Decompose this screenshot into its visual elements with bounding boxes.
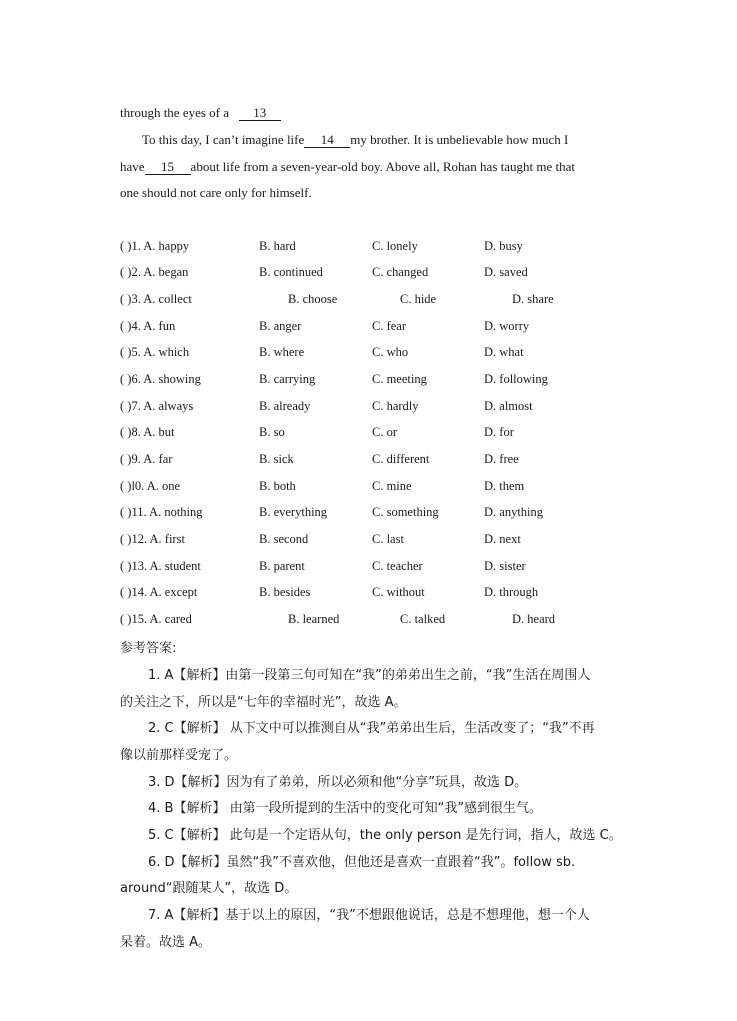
question-9-num: ( )9. A. far <box>120 452 173 466</box>
blank-14: 14 <box>304 133 350 148</box>
question-6-option-c: C. meeting <box>372 372 427 386</box>
answer-6-line-2: around“跟随某人”，故选 D。 <box>120 881 298 896</box>
question-1-option-c: C. lonely <box>372 239 418 253</box>
question-12-option-c: C. last <box>372 532 404 546</box>
question-8-option-d: D. for <box>484 425 514 439</box>
question-4-option-b: B. anger <box>259 319 302 333</box>
question-3-option-d: D. share <box>512 292 554 306</box>
question-3-option-c: C. hide <box>400 292 437 306</box>
question-5-option-b: B. where <box>259 345 305 359</box>
question-15-option-b: B. learned <box>288 612 340 626</box>
question-12-option-d: D. next <box>484 532 521 546</box>
question-4-option-d: D. worry <box>484 319 530 333</box>
answer-1-line-2: 的关注之下，所以是“七年的幸福时光”，故选 A。 <box>120 695 407 710</box>
question-10-option-c: C. mine <box>372 479 412 493</box>
question-5-option-c: C. who <box>372 345 409 359</box>
question-9-option-d: D. free <box>484 452 519 466</box>
question-8-num: ( )8. A. but <box>120 425 175 439</box>
question-3-option-b: B. choose <box>288 292 338 306</box>
question-13-option-c: C. teacher <box>372 559 423 573</box>
question-5-option-d: D. what <box>484 345 524 359</box>
answer-7-line-1: 7. A【解析】基于以上的原因，“我”不想跟他说话，总是不想理他，想一个人 <box>148 908 590 923</box>
question-12-num: ( )12. A. first <box>120 532 185 546</box>
question-8-option-b: B. so <box>259 425 285 439</box>
question-8-option-c: C. or <box>372 425 397 439</box>
question-11-option-c: C. something <box>372 505 439 519</box>
question-11-num: ( )11. A. nothing <box>120 505 203 519</box>
question-5-num: ( )5. A. which <box>120 345 190 359</box>
question-7-option-b: B. already <box>259 399 311 413</box>
question-1-option-d: D. busy <box>484 239 523 253</box>
blank-13: 13 <box>239 106 281 121</box>
answers-heading: 参考答案: <box>120 641 177 656</box>
question-6-num: ( )6. A. showing <box>120 372 201 386</box>
question-15-num: ( )15. A. cared <box>120 612 192 626</box>
passage-text: through the eyes of a <box>120 105 230 120</box>
question-14-option-b: B. besides <box>259 585 311 599</box>
answer-1-line-1: 1. A【解析】由第一段第三句可知在“我”的弟弟出生之前，“我”生活在周围人 <box>148 668 591 683</box>
question-9-option-b: B. sick <box>259 452 294 466</box>
question-1-option-b: B. hard <box>259 239 296 253</box>
question-2-option-b: B. continued <box>259 265 323 279</box>
question-11-option-d: D. anything <box>484 505 544 519</box>
question-2-option-d: D. saved <box>484 265 528 279</box>
question-6-option-b: B. carrying <box>259 372 316 386</box>
question-13-option-b: B. parent <box>259 559 305 573</box>
question-10-option-b: B. both <box>259 479 296 493</box>
passage-text: my brother. It is unbelievable how much I <box>350 132 569 147</box>
answer-4: 4. B【解析】 由第一段所提到的生活中的变化可知“我”感到很生气。 <box>148 801 543 816</box>
passage-text: To this day, I can’t imagine life <box>142 132 305 147</box>
question-7-option-d: D. almost <box>484 399 533 413</box>
question-7-num: ( )7. A. always <box>120 399 194 413</box>
question-2-num: ( )2. A. began <box>120 265 189 279</box>
question-6-option-d: D. following <box>484 372 548 386</box>
passage-line-4 <box>120 185 312 201</box>
question-10-num: ( )l0. A. one <box>120 479 181 493</box>
question-15-option-c: C. talked <box>400 612 446 626</box>
question-13-num: ( )13. A. student <box>120 559 201 573</box>
answer-7-line-2: 呆着。故选 A。 <box>120 935 212 950</box>
question-7-option-c: C. hardly <box>372 399 419 413</box>
question-12-option-b: B. second <box>259 532 309 546</box>
question-15-option-d: D. heard <box>512 612 556 626</box>
answer-2-line-2: 像以前那样受宠了。 <box>120 748 238 763</box>
passage-line-1 <box>120 105 281 121</box>
passage-text: have <box>120 159 145 174</box>
question-4-option-c: C. fear <box>372 319 407 333</box>
answer-5: 5. C【解析】 此句是一个定语从句，the only person 是先行词，指人，故选 C。 <box>148 828 622 843</box>
question-2-option-c: C. changed <box>372 265 429 279</box>
answer-3: 3. D【解析】因为有了弟弟，所以必须和他“分享”玩具，故选 D。 <box>148 775 528 790</box>
question-4-num: ( )4. A. fun <box>120 319 176 333</box>
question-11-option-b: B. everything <box>259 505 328 519</box>
passage-line-2 <box>142 132 568 148</box>
blank-15: 15 <box>145 160 191 175</box>
passage-line-3 <box>120 159 575 175</box>
question-3-num: ( )3. A. collect <box>120 292 192 306</box>
question-14-option-d: D. through <box>484 585 539 599</box>
question-13-option-d: D. sister <box>484 559 526 573</box>
question-10-option-d: D. them <box>484 479 525 493</box>
question-1-num: ( )1. A. happy <box>120 239 190 253</box>
passage-text: one should not care only for himself. <box>120 185 312 200</box>
question-14-option-c: C. without <box>372 585 425 599</box>
answer-6-line-1: 6. D【解析】虽然“我”不喜欢他，但他还是喜欢一直跟着“我”。follow sb. <box>148 855 576 870</box>
question-14-num: ( )14. A. except <box>120 585 198 599</box>
question-9-option-c: C. different <box>372 452 430 466</box>
answer-2-line-1: 2. C【解析】 从下文中可以推测自从“我”弟弟出生后，生活改变了；“我”不再 <box>148 721 595 736</box>
passage-text: about life from a seven-year-old boy. Above all, Rohan has taught me that <box>190 159 575 174</box>
